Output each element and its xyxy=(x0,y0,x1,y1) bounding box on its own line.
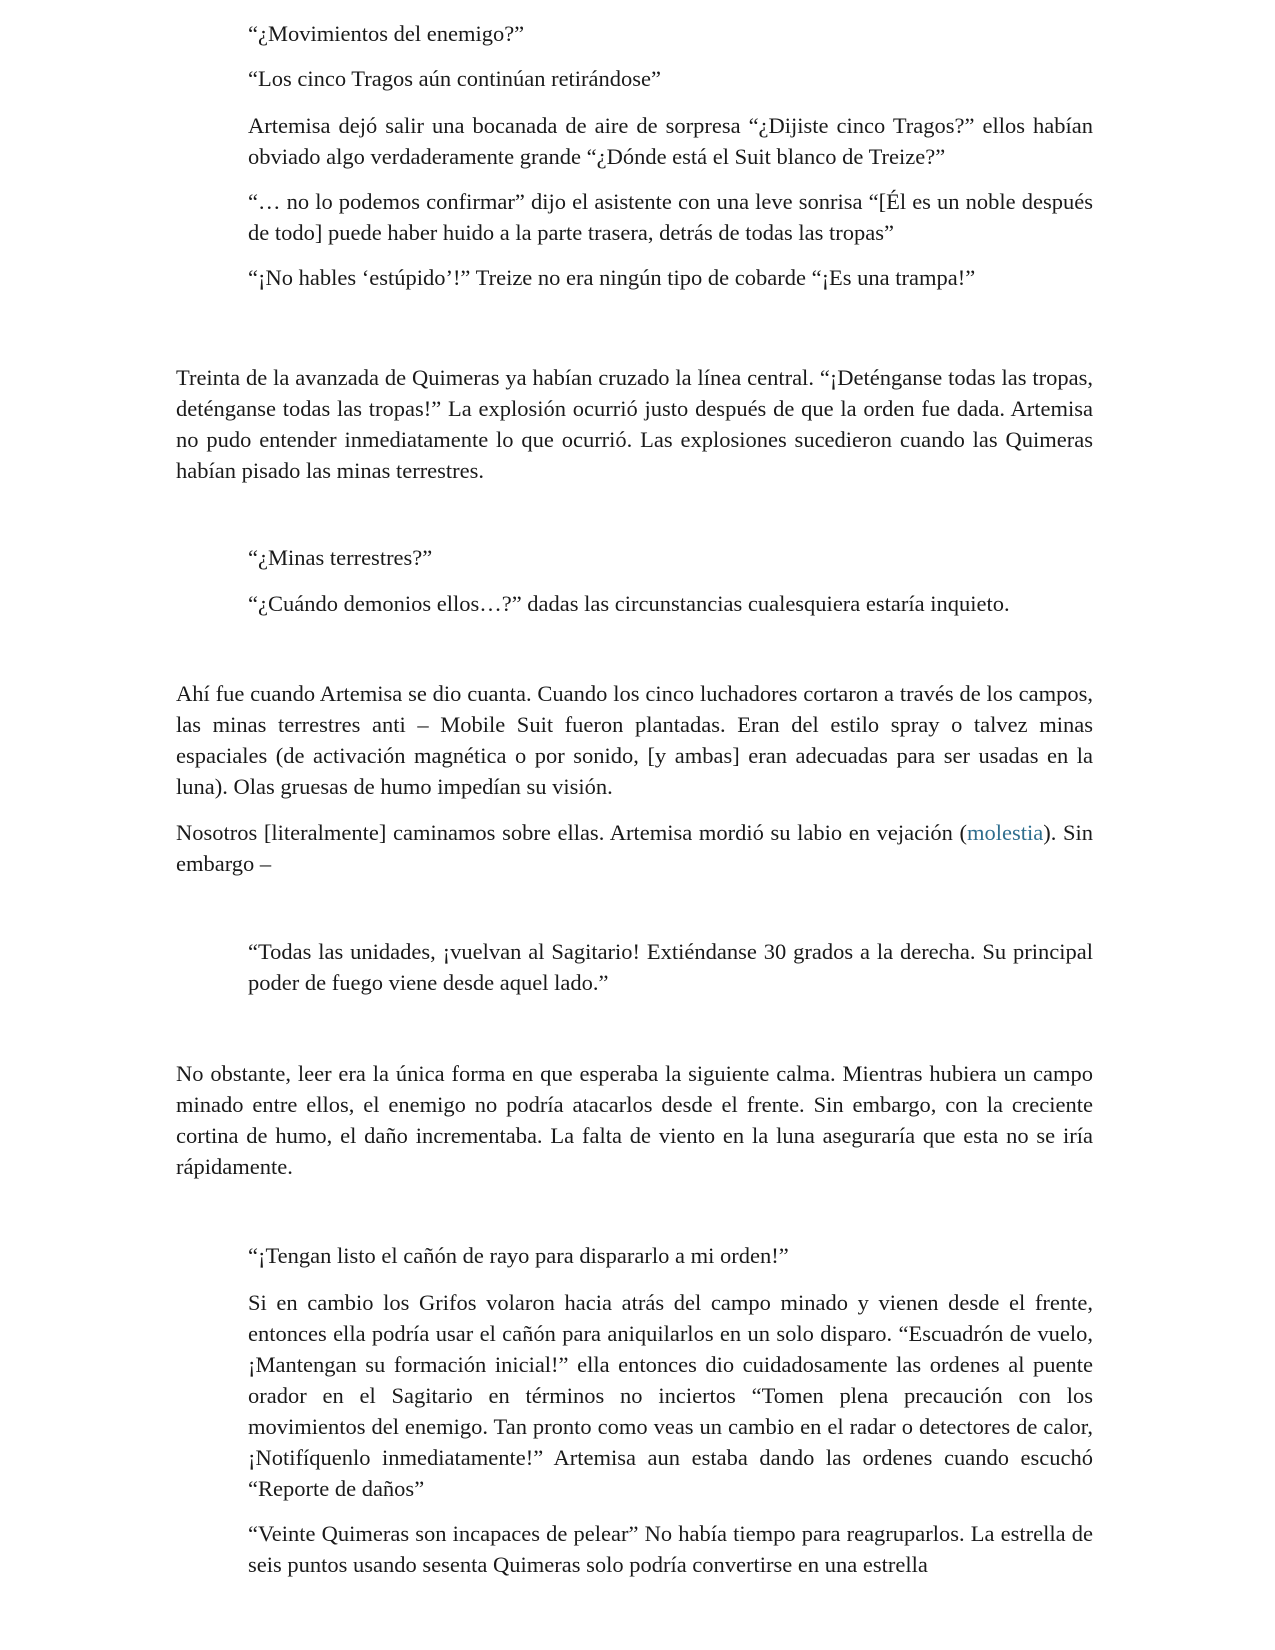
molestia-link[interactable]: molestia xyxy=(966,820,1044,845)
narrative-paragraph: Si en cambio los Grifos volaron hacia atrás del campo minado y vienen desde el frente, entonces ella podría usar el cañón para aniquilarlos en un solo disparo. “Escuadrón de vuelo, ¡Mantengan su formación inicial!” ella entonces dio cuidadosamente las ordenes al puente orador en el Sagitario en términos no inciertos “Tomen plena precaución con los movimientos del enemigo. Tan pronto como veas un cambio en el radar o detectores de calor, ¡Notifíquenlo inmediatamente!” Artemisa aun estaba dando las ordenes cuando escuchó “Reporte de daños” xyxy=(248,1290,1093,1501)
dialogue-paragraph: “¿Cuándo demonios ellos…?” dadas las circunstancias cualesquiera estaría inquieto. xyxy=(248,591,1010,616)
paragraph-text: Nosotros [literalmente] caminamos sobre ellas. Artemisa mordió su labio en vejación ( xyxy=(176,820,967,845)
dialogue-paragraph: “… no lo podemos confirmar” dijo el asistente con una leve sonrisa “[Él es un noble después de todo] puede haber huido a la parte trasera, detrás de todas las tropas” xyxy=(248,189,1093,245)
narrative-paragraph: Artemisa dejó salir una bocanada de aire de sorpresa “¿Dijiste cinco Tragos?” ellos habían obviado algo verdaderamente grande “¿Dónde está el Suit blanco de Treize?” xyxy=(248,113,1093,169)
dialogue-paragraph: “¿Movimientos del enemigo?” xyxy=(248,21,525,46)
dialogue-paragraph: “¡No hables ‘estúpido’!” Treize no era ningún tipo de cobarde “¡Es una trampa!” xyxy=(248,265,976,290)
dialogue-paragraph: “Todas las unidades, ¡vuelvan al Sagitario! Extiéndanse 30 grados a la derecha. Su principal poder de fuego viene desde aquel lado.” xyxy=(248,939,1093,995)
dialogue-paragraph: “Los cinco Tragos aún continúan retirándose” xyxy=(248,66,662,91)
paragraph-text: ). Sin embargo – xyxy=(176,820,1093,876)
narrative-paragraph: Treinta de la avanzada de Quimeras ya habían cruzado la línea central. “¡Deténganse todas las tropas, deténganse todas las tropas!” La explosión ocurrió justo después de que la orden fue dada. Artemisa no pudo entender inmediatamente lo que ocurrió. Las explosiones sucedieron cuando las Quimeras habían pisado las minas terrestres. xyxy=(176,365,1093,483)
narrative-paragraph: Ahí fue cuando Artemisa se dio cuanta. Cuando los cinco luchadores cortaron a través de los campos, las minas terrestres anti – Mobile Suit fueron plantadas. Eran del estilo spray o talvez minas espaciales (de activación magnética o por sonido, [y ambas] eran adecuadas para ser usadas en la luna). Olas gruesas de humo impedían su visión. xyxy=(176,681,1093,799)
dialogue-paragraph: “Veinte Quimeras son incapaces de pelear” No había tiempo para reagruparlos. La estrella de seis puntos usando sesenta Quimeras solo podría convertirse en una estrella xyxy=(248,1521,1093,1577)
narrative-paragraph xyxy=(176,817,1093,879)
narrative-paragraph: No obstante, leer era la única forma en que esperaba la siguiente calma. Mientras hubiera un campo minado entre ellos, el enemigo no podría atacarlos desde el frente. Sin embargo, con la creciente cortina de humo, el daño incrementaba. La falta de viento en la luna aseguraría que esta no se iría rápidamente. xyxy=(176,1061,1093,1179)
dialogue-paragraph: “¡Tengan listo el cañón de rayo para dispararlo a mi orden!” xyxy=(248,1243,789,1268)
dialogue-paragraph: “¿Minas terrestres?” xyxy=(248,545,433,570)
